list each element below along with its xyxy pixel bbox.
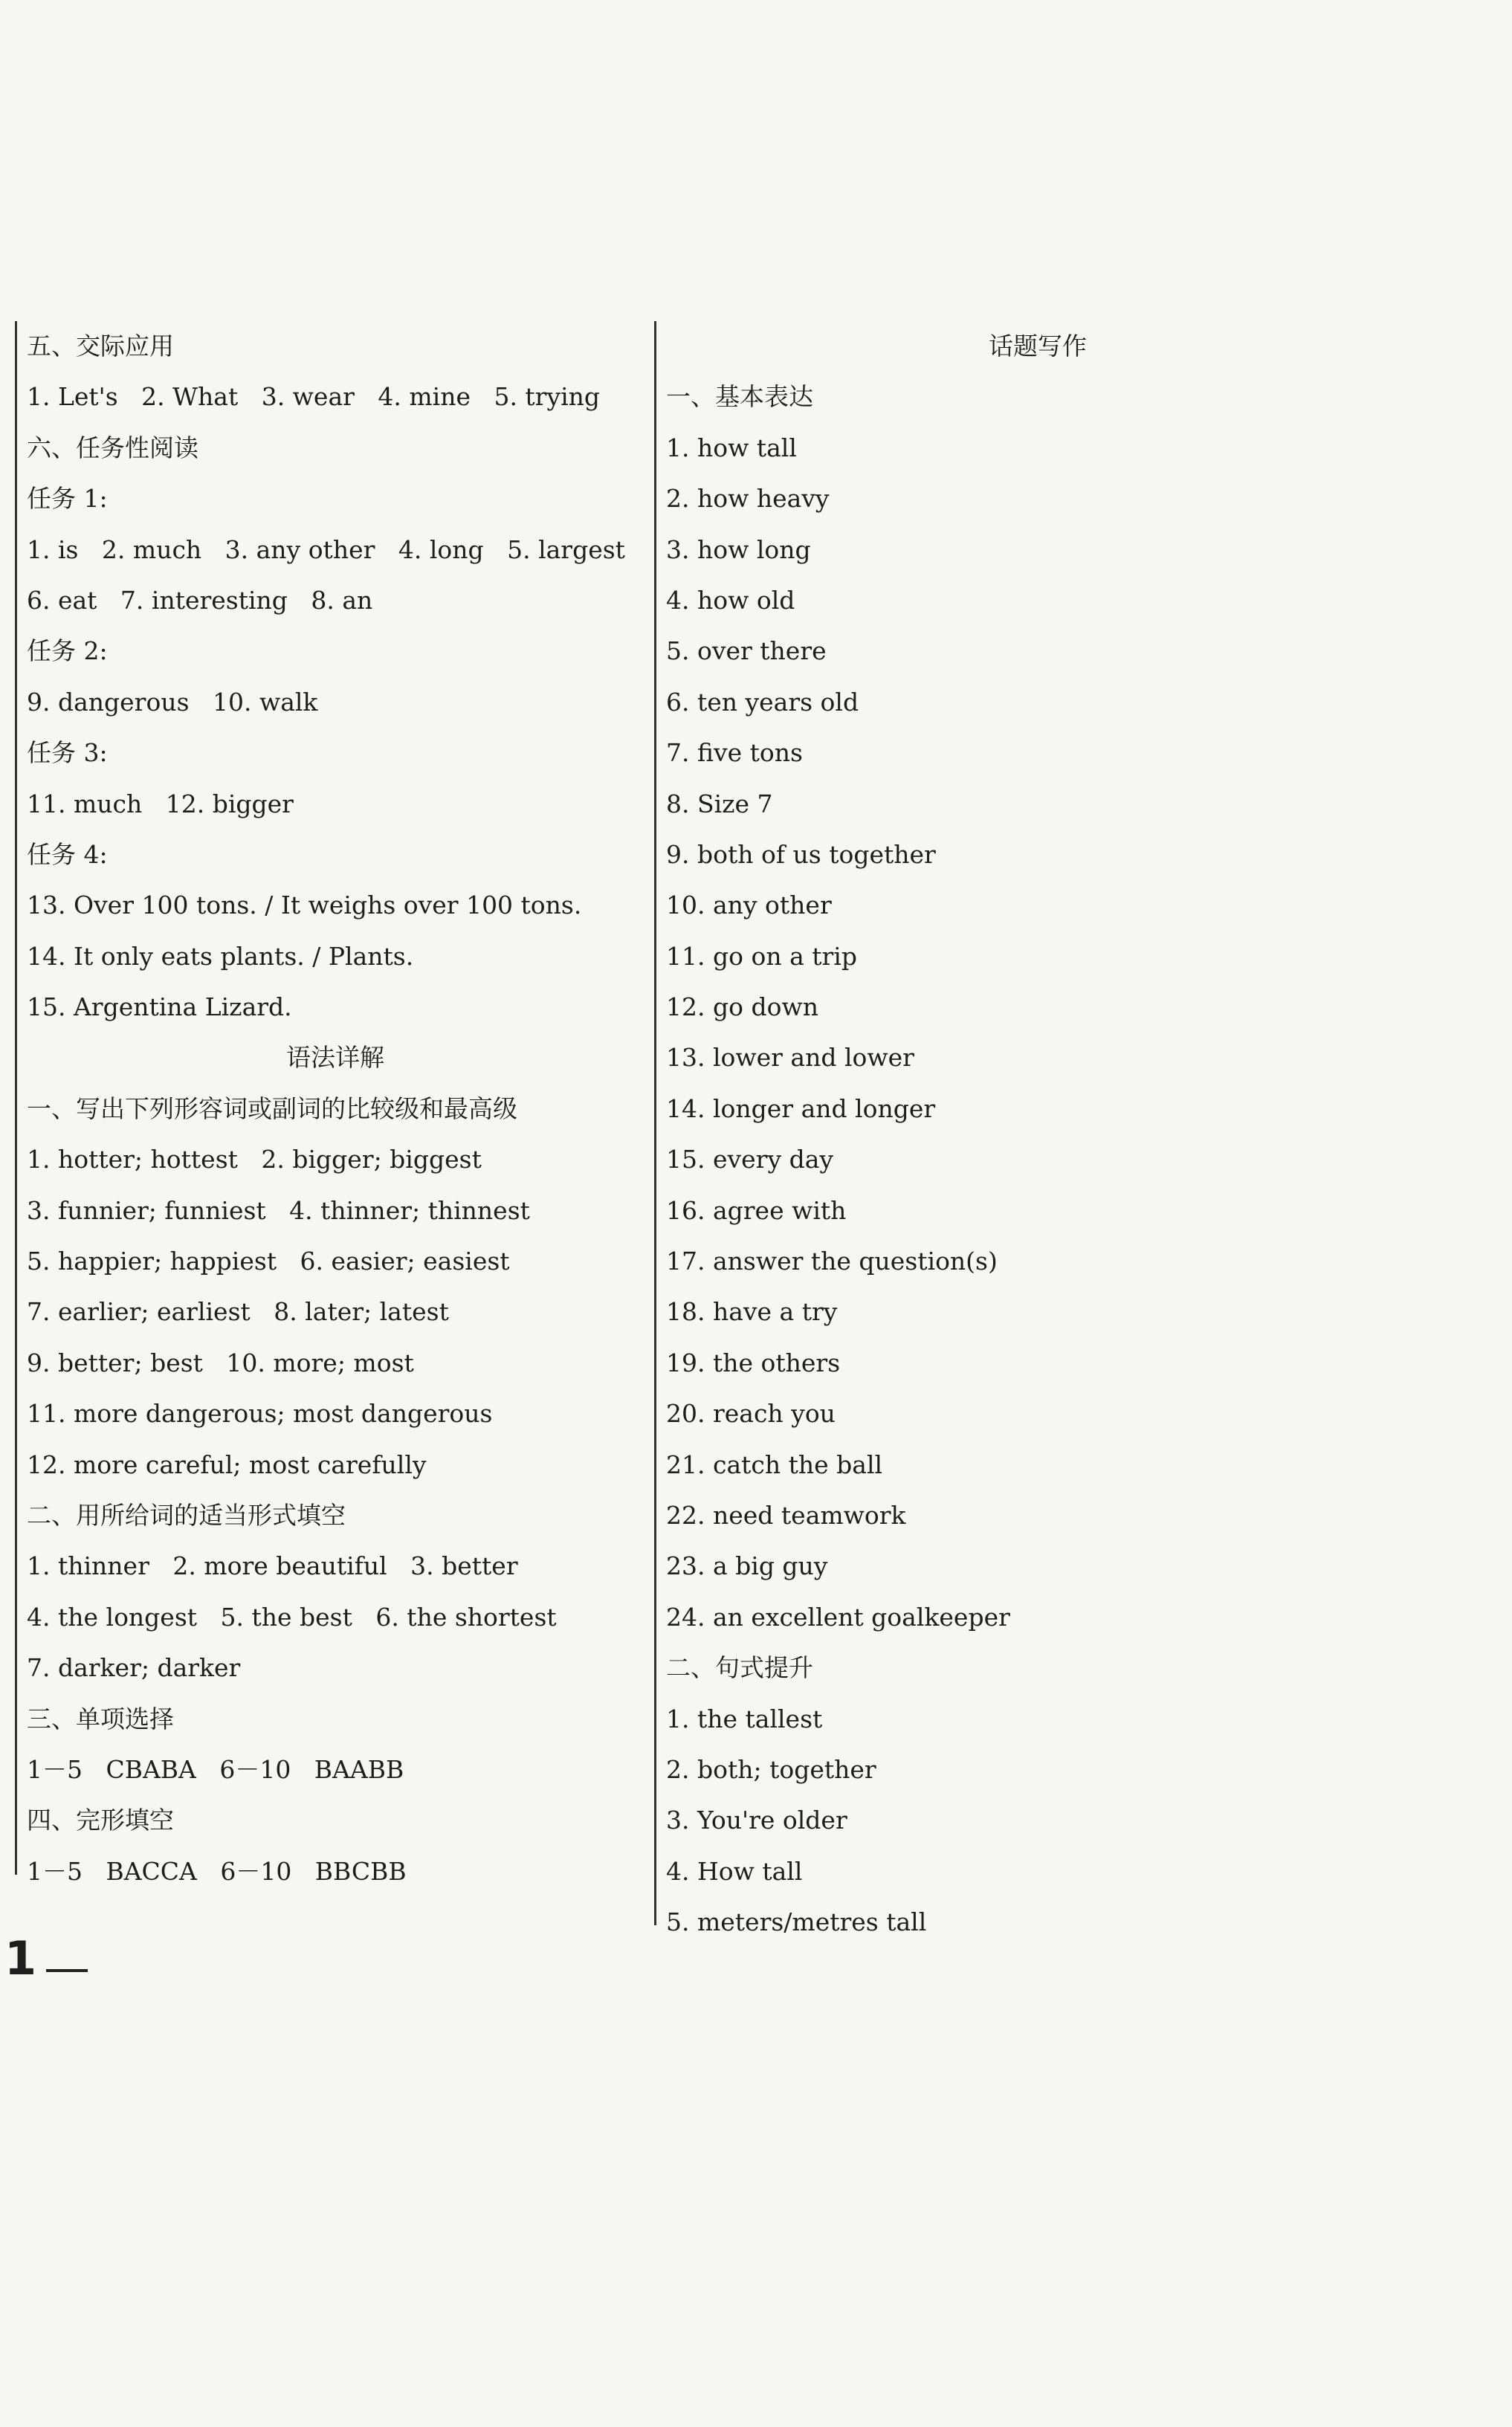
left-column: [27, 321, 644, 1897]
right-column: [666, 321, 1409, 1948]
answer-line: 1. hotter; hottest 2. bigger; biggest: [27, 1145, 482, 1174]
answer-line: 12. go down: [666, 992, 818, 1022]
section-heading: 一、基本表达: [666, 382, 813, 412]
task-label: 任务 3:: [27, 738, 108, 768]
answer-line: 5. happier; happiest 6. easier; easiest: [27, 1247, 510, 1276]
answer-line: 22. need teamwork: [666, 1500, 906, 1530]
answer-line: 7. earlier; earliest 8. later; latest: [27, 1297, 449, 1327]
answer-line: 18. have a try: [666, 1297, 838, 1327]
answer-line: 9. both of us together: [666, 839, 936, 869]
answer-line: 1－5 CBABA 6－10 BAABB: [27, 1754, 404, 1784]
answer-line: 13. lower and lower: [666, 1043, 914, 1073]
task-label: 任务 4:: [27, 839, 108, 869]
page-number-dash: [46, 1969, 88, 1972]
answer-line: 4. how old: [666, 585, 795, 615]
answer-line: 9. dangerous 10. walk: [27, 687, 318, 717]
section-heading: 二、用所给词的适当形式填空: [27, 1500, 346, 1530]
column-divider: [654, 321, 656, 1925]
left-margin-rule: [15, 321, 17, 1875]
answer-line: 11. more dangerous; most dangerous: [27, 1399, 493, 1429]
answer-line: 3. how long: [666, 534, 811, 564]
answer-line: 1. Let's 2. What 3. wear 4. mine 5. trying: [27, 382, 601, 412]
answer-line: 14. It only eats plants. / Plants.: [27, 941, 414, 971]
answer-line: 4. How tall: [666, 1856, 803, 1886]
answer-line: 2. how heavy: [666, 484, 830, 514]
answer-line: 11. go on a trip: [666, 941, 857, 971]
answer-line: 3. funnier; funniest 4. thinner; thinnest: [27, 1195, 530, 1225]
answer-line: 1. the tallest: [666, 1704, 823, 1733]
answer-line: 11. much 12. bigger: [27, 789, 294, 818]
answer-line: 14. longer and longer: [666, 1093, 936, 1123]
section-heading: 二、句式提升: [666, 1653, 813, 1683]
answer-line: 5. meters/metres tall: [666, 1907, 927, 1937]
answer-line: 10. any other: [666, 891, 832, 920]
answer-line: 15. every day: [666, 1145, 834, 1174]
answer-line: 3. You're older: [666, 1806, 847, 1835]
answer-line: 6. eat 7. interesting 8. an: [27, 585, 373, 615]
answer-line: 4. the longest 5. the best 6. the shortest: [27, 1602, 557, 1632]
answer-line: 16. agree with: [666, 1195, 847, 1225]
answer-line: 7. darker; darker: [27, 1653, 241, 1683]
answer-line: 17. answer the question(s): [666, 1247, 998, 1276]
answer-line: 1. thinner 2. more beautiful 3. better: [27, 1551, 518, 1581]
section-heading: 三、单项选择: [27, 1704, 174, 1733]
answer-line: 5. over there: [666, 636, 827, 666]
answer-line: 8. Size 7: [666, 789, 773, 818]
answer-line: 15. Argentina Lizard.: [27, 992, 292, 1022]
section-title: 话题写作: [989, 332, 1087, 361]
section-heading: 四、完形填空: [27, 1806, 174, 1835]
answer-line: 13. Over 100 tons. / It weighs over 100 tons.: [27, 891, 582, 920]
answer-line: 21. catch the ball: [666, 1450, 883, 1479]
answer-line: 24. an excellent goalkeeper: [666, 1602, 1010, 1632]
section-heading: 六、任务性阅读: [27, 433, 198, 462]
answer-line: 1－5 BACCA 6－10 BBCBB: [27, 1856, 407, 1886]
answer-line: 1. how tall: [666, 433, 797, 462]
answer-line: 2. both; together: [666, 1754, 876, 1784]
answer-line: 7. five tons: [666, 738, 803, 768]
page-number: 1: [4, 1931, 37, 1985]
answer-line: 20. reach you: [666, 1399, 836, 1429]
task-label: 任务 1:: [27, 484, 108, 514]
answer-line: 23. a big guy: [666, 1551, 828, 1581]
task-label: 任务 2:: [27, 636, 108, 666]
answer-line: 19. the others: [666, 1348, 841, 1377]
answer-line: 6. ten years old: [666, 687, 859, 717]
section-heading: 一、写出下列形容词或副词的比较级和最高级: [27, 1093, 517, 1123]
answer-line: 12. more careful; most carefully: [27, 1450, 427, 1479]
answer-line: 1. is 2. much 3. any other 4. long 5. largest: [27, 534, 625, 564]
section-title: 语法详解: [286, 1043, 384, 1073]
answer-line: 9. better; best 10. more; most: [27, 1348, 414, 1377]
section-heading: 五、交际应用: [27, 332, 174, 361]
